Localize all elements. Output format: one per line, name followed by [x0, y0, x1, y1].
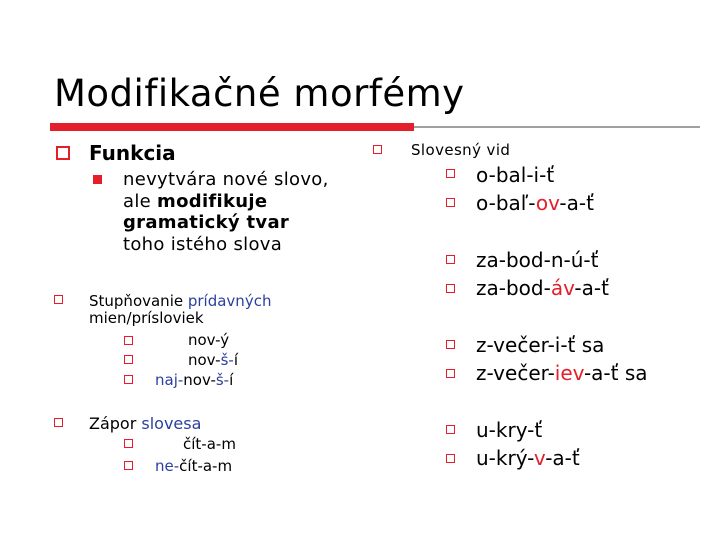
funkcia-sub-line-2: ale modifikuje [123, 191, 268, 212]
bullet-icon [446, 425, 455, 434]
bullet-icon [54, 418, 63, 427]
funkcia-heading: Funkcia [89, 141, 176, 165]
stupnovanie-item-1: nov-ý [188, 331, 230, 349]
vid-pair-3-first: z-večer-i-ť sa [476, 333, 605, 357]
bullet-icon [56, 146, 70, 160]
zapor-line: Zápor slovesa [89, 414, 202, 433]
vid-pair-1-first: o-bal-i-ť [476, 163, 555, 187]
bullet-icon [54, 295, 63, 304]
vid-pair-2-first: za-bod-n-ú-ť [476, 248, 599, 272]
vid-pair-2-second: za-bod-áv-a-ť [476, 276, 609, 300]
bullet-icon [373, 145, 382, 154]
vid-heading: Slovesný vid [411, 141, 511, 159]
vid-pair-3-second: z-večer-iev-a-ť sa [476, 361, 648, 385]
vid-pair-1-second: o-baľ-ov-a-ť [476, 191, 594, 215]
stupnovanie-line-1: Stupňovanie prídavných [89, 292, 272, 310]
bullet-icon [124, 375, 133, 384]
bullet-icon [446, 340, 455, 349]
bullet-icon [446, 454, 455, 463]
funkcia-sub-line-4: toho istého slova [123, 234, 283, 255]
slide-title: Modifikačné morfémy [54, 72, 465, 115]
bullet-icon [124, 355, 133, 364]
bullet-icon [446, 255, 455, 264]
bullet-icon [124, 439, 133, 448]
bullet-icon [446, 284, 455, 293]
zapor-item-1: čít-a-m [183, 435, 236, 453]
title-accent-bar [50, 123, 414, 131]
filled-bullet-icon [93, 175, 102, 184]
bullet-icon [446, 169, 455, 178]
funkcia-sub-line-1: nevytvára nové slovo, [123, 169, 329, 190]
stupnovanie-item-2: nov-š-í [188, 351, 238, 369]
zapor-item-2: ne-čít-a-m [155, 457, 233, 475]
bullet-icon [446, 369, 455, 378]
funkcia-sub-line-3: gramatický tvar [123, 212, 290, 233]
stupnovanie-line-2: mien/prísloviek [89, 309, 204, 327]
bullet-icon [446, 198, 455, 207]
vid-pair-4-second: u-krý-v-a-ť [476, 446, 580, 470]
vid-pair-4-first: u-kry-ť [476, 418, 543, 442]
bullet-icon [124, 461, 133, 470]
bullet-icon [124, 336, 133, 345]
stupnovanie-item-3: naj-nov-š-í [155, 371, 234, 389]
